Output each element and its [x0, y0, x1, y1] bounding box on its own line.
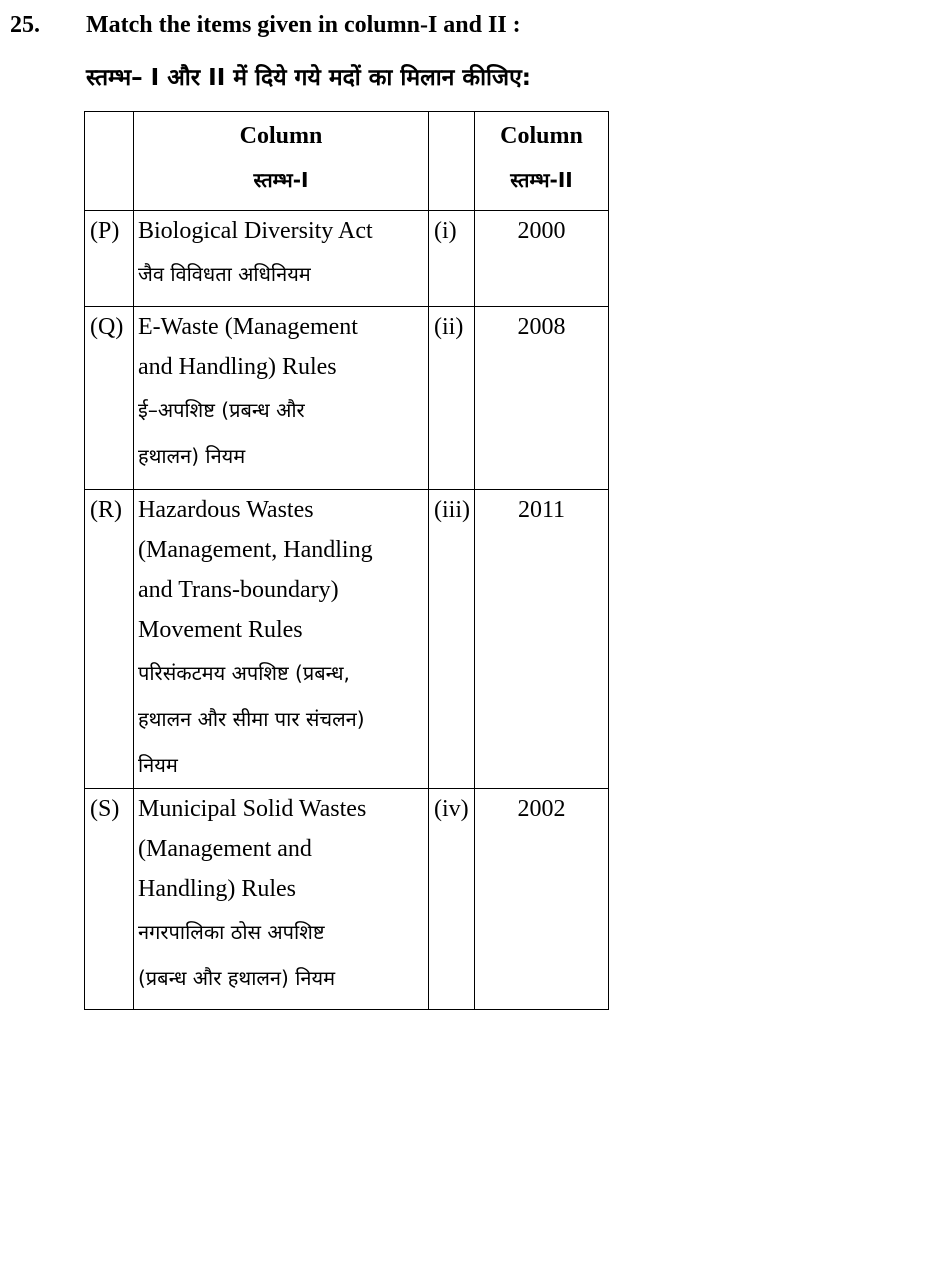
column-2-header [475, 112, 609, 211]
question-number: 25. [10, 12, 40, 38]
row-code: (Q) [85, 307, 134, 490]
row-roman: (i) [429, 211, 475, 307]
row-value: 2011 [475, 490, 609, 789]
match-table [84, 111, 609, 1010]
item-hi-line: हथालन) नियम [138, 444, 246, 468]
item-en-line: Movement Rules [138, 617, 303, 643]
column-1-header-hi: स्तम्भ-I [253, 168, 309, 192]
item-en-line: Municipal Solid Wastes [138, 796, 367, 822]
question-text-hindi: स्तम्भ– I और II में दिये गये मदों का मिलान कीजिए: [86, 65, 531, 91]
item-hi-line: हथालन और सीमा पार संचलन) [138, 707, 365, 731]
row-code: (S) [85, 789, 134, 1010]
question-text-english: Match the items given in column-I and II : [86, 12, 521, 38]
item-hi-line: जैव विविधता अधिनियम [138, 262, 311, 286]
header-blank-cell [429, 112, 475, 211]
item-en-line: Hazardous Wastes [138, 497, 314, 523]
row-value: 2000 [475, 211, 609, 307]
row-roman: (iii) [429, 490, 475, 789]
column-1-header-en: Column [239, 123, 323, 149]
table-header-row [85, 112, 609, 211]
item-en-line: Biological Diversity Act [138, 218, 373, 244]
row-item [134, 211, 429, 307]
header-blank-cell [85, 112, 134, 211]
table-row [85, 211, 609, 307]
table-row [85, 789, 609, 1010]
item-en-line: and Handling) Rules [138, 354, 337, 380]
item-hi-line: नियम [138, 753, 178, 777]
row-value: 2008 [475, 307, 609, 490]
column-1-header [134, 112, 429, 211]
table-row [85, 307, 609, 490]
item-en-line: (Management and [138, 836, 312, 862]
row-item [134, 307, 429, 490]
column-2-header-en: Column [500, 123, 583, 149]
row-roman: (ii) [429, 307, 475, 490]
item-en-line: E-Waste (Management [138, 314, 358, 340]
row-item [134, 490, 429, 789]
row-roman: (iv) [429, 789, 475, 1010]
row-item [134, 789, 429, 1010]
item-hi-line: परिसंकटमय अपशिष्ट (प्रबन्ध, [138, 661, 350, 685]
row-value: 2002 [475, 789, 609, 1010]
item-hi-line: (प्रबन्ध और हथालन) नियम [138, 966, 336, 990]
item-en-line: Handling) Rules [138, 876, 296, 902]
table-row [85, 490, 609, 789]
item-hi-line: नगरपालिका ठोस अपशिष्ट [138, 920, 325, 944]
item-en-line: and Trans-boundary) [138, 577, 339, 603]
row-code: (R) [85, 490, 134, 789]
item-en-line: (Management, Handling [138, 537, 373, 563]
item-hi-line: ई–अपशिष्ट (प्रबन्ध और [138, 398, 305, 422]
row-code: (P) [85, 211, 134, 307]
column-2-header-hi: स्तम्भ-II [510, 168, 573, 192]
